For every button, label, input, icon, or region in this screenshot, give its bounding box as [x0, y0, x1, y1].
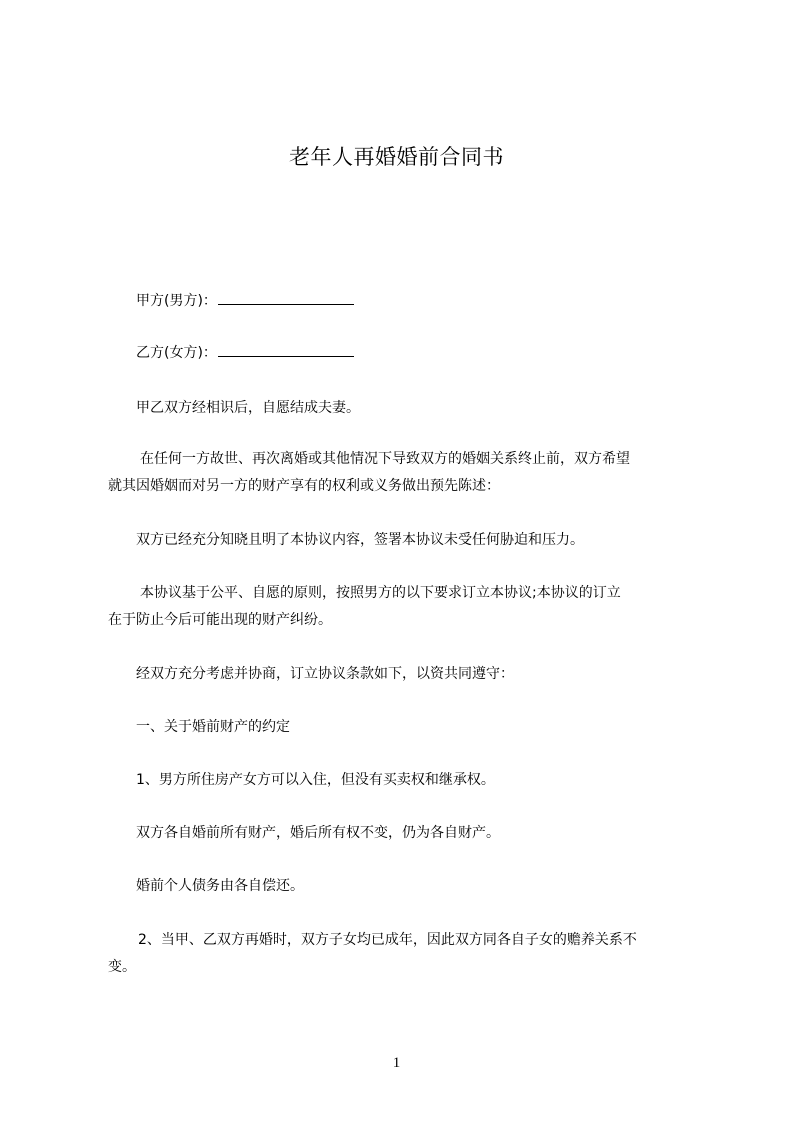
- clause-item-1-text: 1、男方所住房产女方可以入住，但没有买卖权和继承权。: [136, 772, 495, 788]
- document-title: 老年人再婚婚前合同书: [289, 145, 504, 169]
- paragraph-4: [108, 580, 708, 634]
- clause-item-1: [108, 767, 708, 794]
- paragraph-6: [108, 820, 708, 847]
- paragraph-2: [108, 446, 708, 500]
- paragraph-7: [108, 873, 708, 900]
- party-a-line: [108, 288, 708, 315]
- party-a-label: 甲方(男方)：: [136, 293, 217, 309]
- section-heading-1: [108, 714, 708, 741]
- paragraph-1-text: 甲乙双方经相识后，自愿结成夫妻。: [136, 400, 360, 416]
- party-b-blank: [218, 344, 354, 357]
- paragraph-3: [108, 527, 708, 554]
- paragraph-2-line-1: 在任何一方故世、再次离婚或其他情况下导致双方的婚姻关系终止前，双方希望: [140, 451, 630, 467]
- paragraph-5: [108, 661, 708, 688]
- paragraph-4-line-1: 本协议基于公平、自愿的原则，按照男方的以下要求订立本协议;本协议的订立: [140, 585, 621, 601]
- party-b-line: [108, 340, 708, 367]
- paragraph-1: [108, 395, 708, 422]
- clause-item-2: [108, 927, 708, 981]
- party-b-label: 乙方(女方)：: [136, 345, 217, 361]
- paragraph-5-text: 经双方充分考虑并协商，订立协议条款如下，以资共同遵守：: [136, 666, 514, 682]
- paragraph-2-line-2: 就其因婚姻而对另一方的财产享有的权利或义务做出预先陈述：: [108, 478, 500, 494]
- paragraph-6-text: 双方各自婚前所有财产，婚后所有权不变，仍为各自财产。: [136, 825, 500, 841]
- clause-item-2-line-2: 变。: [108, 959, 136, 975]
- page-number: 1: [392, 1055, 401, 1071]
- clause-item-2-line-1: 2、当甲、乙双方再婚时，双方子女均已成年，因此双方同各自子女的赡养关系不: [138, 932, 637, 948]
- party-a-blank: [218, 292, 354, 305]
- section-heading-1-text: 一、关于婚前财产的约定: [136, 719, 290, 735]
- paragraph-7-text: 婚前个人债务由各自偿还。: [136, 878, 304, 894]
- paragraph-3-text: 双方已经充分知晓且明了本协议内容，签署本协议未受任何胁迫和压力。: [136, 532, 584, 548]
- paragraph-4-line-2: 在于防止今后可能出现的财产纠纷。: [108, 612, 332, 628]
